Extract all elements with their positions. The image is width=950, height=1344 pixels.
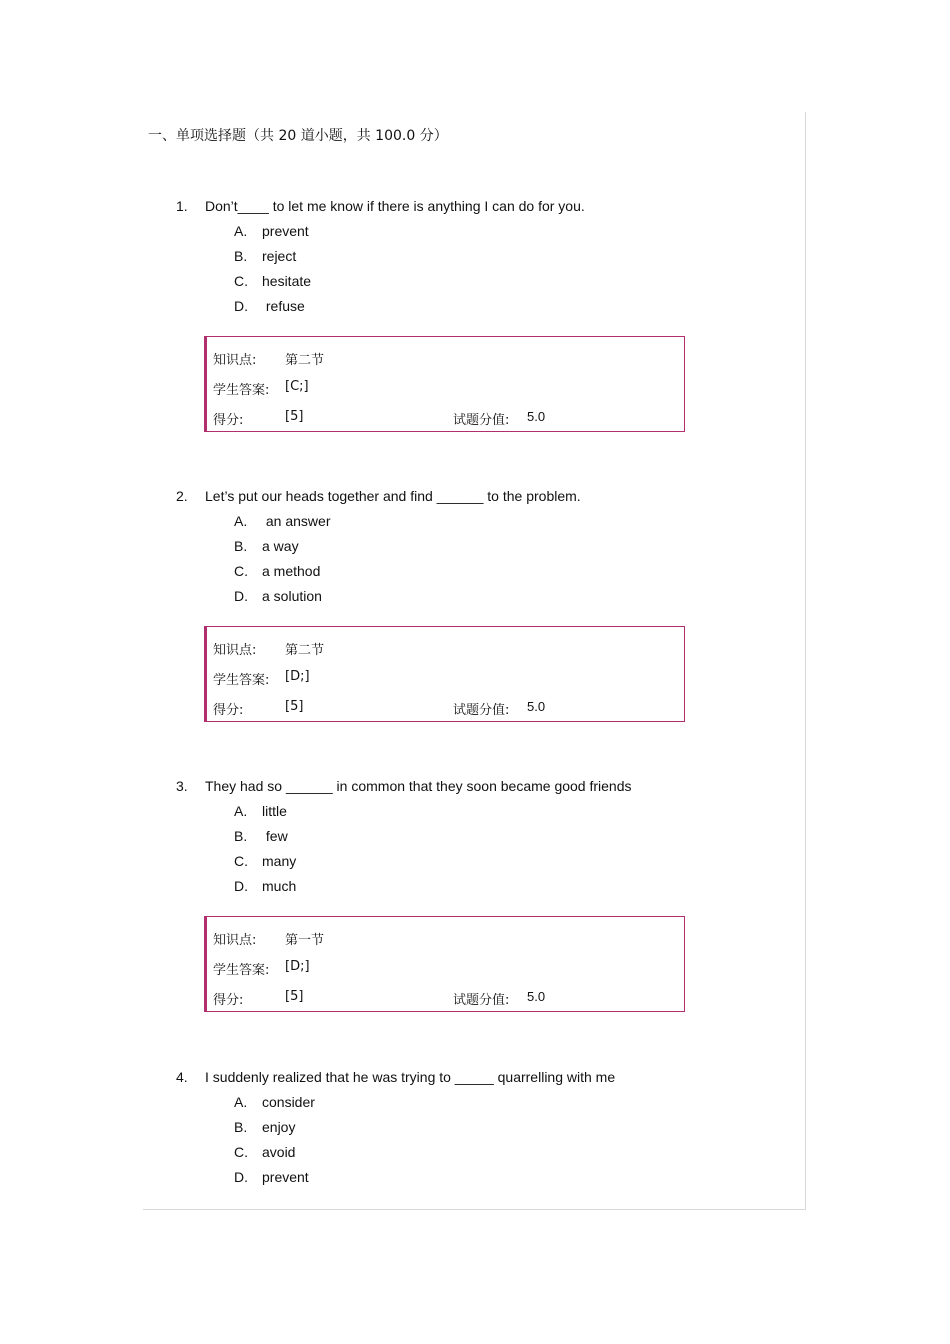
knowledge-label: 知识点: (213, 643, 257, 658)
question-number: 3. (176, 778, 188, 794)
score-value: [5] (285, 409, 304, 424)
score-label: 得分: (213, 993, 244, 1008)
question-text: I suddenly realized that he was trying to _____ quarrelling with me (205, 1069, 616, 1085)
question-number: 4. (176, 1069, 188, 1085)
option-letter: A. (234, 1094, 248, 1110)
question-text: Let’s put our heads together and find ______ to the problem. (205, 488, 581, 504)
knowledge-label: 知识点: (213, 353, 257, 368)
answer-info-box (204, 336, 685, 432)
student-answer-label: 学生答案: (213, 673, 270, 688)
option-letter: A. (234, 803, 248, 819)
option-text: prevent (262, 1169, 309, 1185)
option-text: refuse (262, 298, 305, 314)
option-letter: B. (234, 248, 248, 264)
knowledge-value: 第二节 (285, 353, 325, 368)
option-text: an answer (262, 513, 331, 529)
option-letter: C. (234, 853, 248, 869)
option-letter: D. (234, 588, 248, 604)
answer-info-box (204, 916, 685, 1012)
student-answer-value: [C;] (285, 379, 309, 394)
option-text: few (262, 828, 288, 844)
option-text: a method (262, 563, 321, 579)
option-letter: D. (234, 878, 248, 894)
question-value-label: 试题分值: (453, 993, 510, 1008)
option-text: prevent (262, 223, 309, 239)
question-value: 5.0 (527, 699, 546, 714)
question-text: They had so ______ in common that they soon became good friends (205, 778, 632, 794)
score-value: [5] (285, 989, 304, 1004)
option-text: avoid (262, 1144, 296, 1160)
option-letter: C. (234, 273, 248, 289)
section-title: 一、单项选择题（共 20 道小题，共 100.0 分） (148, 128, 448, 144)
student-answer-value: [D;] (285, 669, 310, 684)
option-letter: D. (234, 1169, 248, 1185)
score-label: 得分: (213, 413, 244, 428)
question-value: 5.0 (527, 989, 546, 1004)
knowledge-value: 第一节 (285, 933, 325, 948)
knowledge-label: 知识点: (213, 933, 257, 948)
option-letter: D. (234, 298, 248, 314)
student-answer-label: 学生答案: (213, 963, 270, 978)
option-text: consider (262, 1094, 315, 1110)
score-label: 得分: (213, 703, 244, 718)
question-value: 5.0 (527, 409, 546, 424)
knowledge-value: 第二节 (285, 643, 325, 658)
option-text: a way (262, 538, 299, 554)
option-text: hesitate (262, 273, 312, 289)
option-letter: C. (234, 1144, 248, 1160)
option-text: little (262, 803, 287, 819)
option-letter: A. (234, 513, 248, 529)
option-text: a solution (262, 588, 322, 604)
question-text: Don’t____ to let me know if there is anything I can do for you. (205, 198, 585, 214)
option-letter: B. (234, 538, 248, 554)
option-letter: B. (234, 828, 248, 844)
student-answer-value: [D;] (285, 959, 310, 974)
question-number: 1. (176, 198, 188, 214)
question-number: 2. (176, 488, 188, 504)
student-answer-label: 学生答案: (213, 383, 270, 398)
option-text: much (262, 878, 297, 894)
option-text: reject (262, 248, 297, 264)
option-text: many (262, 853, 297, 869)
option-text: enjoy (262, 1119, 296, 1135)
answer-info-box (204, 626, 685, 722)
question-value-label: 试题分值: (453, 703, 510, 718)
option-letter: B. (234, 1119, 248, 1135)
question-value-label: 试题分值: (453, 413, 510, 428)
score-value: [5] (285, 699, 304, 714)
option-letter: A. (234, 223, 248, 239)
option-letter: C. (234, 563, 248, 579)
